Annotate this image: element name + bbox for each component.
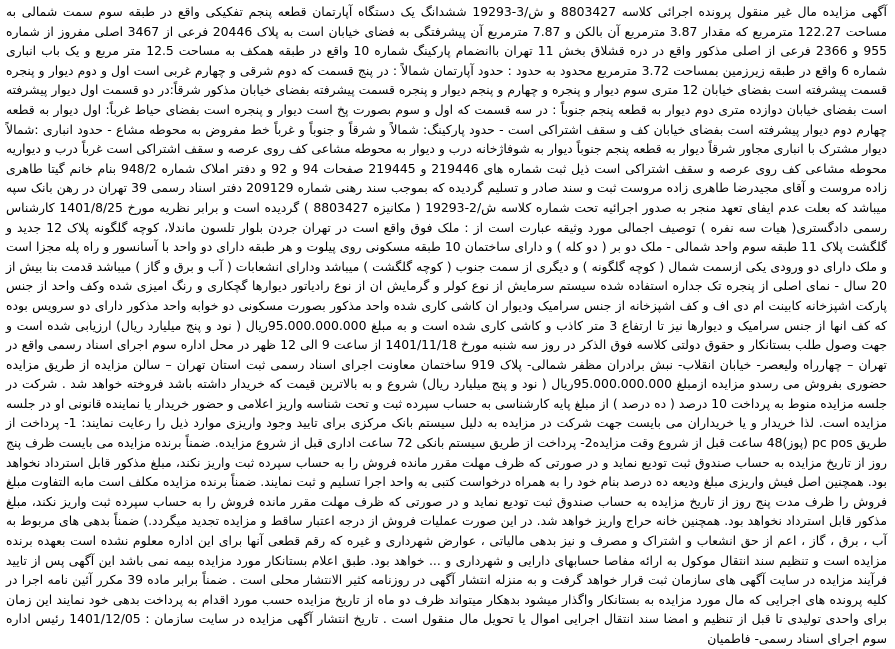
notice-body-text: آگهی مزایده مال غیر منقول پرونده اجرائی کلاسه 8803427 و ش/3-19293 ششدانگ یک دستگاه آپارتمان قطعه پنجم تفکیکی واقع در طبقه سوم سمت شمالی به مساحت 122.27 مترمربع که مقدار 3.87 مترمربع آن بالکن و 7.87 مترمربع آن پیشرفتگی به فضای خیابان است به پلاک 20446 فرعی از 3467 اصلی مفروز از شماره 955 و 2366 فرعی از اصلی مذکور واقع در دره قشلاق بخش 11 تهران باانضمام پارکینگ شماره 10 واقع در طبقه همکف به مساحت 12.5 متر مربع و یک باب انباری شماره 6 واقع در طبقه زیرزمین بمساحت 3.72 مترمربع محدود به حدود : حدود آپارتمان شمالاً : در پنج قسمت که دوم شرقی و چهارم غربی است اول و دوم دیوار و پنجره قسمت پیشرفته است بفضای خیابان 12 متری سوم دیوار و پنجره و چهارم و پنجم دیوار و پنجره قسمت پیشرفته بفضای خیابان مذکور شرقاً:در دو قسمت اول دیوار پیشرفته است بفضای خیابان دوازده متری دوم دیوار به قطعه پنجم جنوباً : در سه قسمت که اول و سوم بصورت پخ است دیوار و پنجره است بفضای حیاط غرباً: اول دیوار به قطعه چهارم دوم دیوار پیشرفته است بفضای خیابان کف و سقف اشتراکی است - حدود پارکینگ: شمالاً و شرقاً و جنوباً و غرباً خط مفروض به محوطه مشاع - حدود انباری :شمالاً دیوار مشترک با انباری مجاور شرقاً دیوار به قطعه پنجم جنوباً دیوار به شوفاژخانه درب و دیوار به محوطه مشاعی کف روی عرصه و سقف اشتراکی است غرباً درب و دیواریه محوطه مشاعی کف روی عرصه و سقف اشتراکی است ذیل ثبت شماره های 219446 و 219445 صفحات 94 و 92 و دفتر املاک شماره 948/2 بنام خانم گیتا طاهری زاده مروست و آقای مجیدرضا طاهری زاده مروست ثبت و سند صادر و تسلیم گردیده که بموجب سند رهنی شماره 209129 دفتر اسناد رسمی 39 تهران در رهن بانک سپه میباشد که بعلت عدم ایفای تعهد منجر به صدور اجرائیه تحت شماره کلاسه ش/2-19293 ( مکانیزه 8803427 ) گردیده است و برابر نظریه مورخ 1401/8/25 کارشناس رسمی دادگستری( هیات سه نفره ) توصیف اجمالی مورد وثیقه عبارت است از : ملک فوق واقع است در تهران جردن بلوار تلسون ماندلا، کوچه گلگونه پلاک 12 جدید و گلگشت پلاک 11 طبقه سوم واحد شمالی - ملک دو بر ( دو کله ) و دارای ساختمان 10 طبقه مسکونی روی پیلوت و هر طبقه دارای دو واحد با آسانسور و راه پله مجزا است و ملک دارای دو ورودی یکی ازسمت شمال ( کوچه گلگونه ) و دیگری از سمت جنوب ( کوچه گلگشت ) میباشد ودارای انشعابات ( آب و برق و گاز ) میباشد قدمت بنا بیش از 20 سال - نمای اصلی از پنجره تک جداره استفاده شده سیستم سرمایش از نوع کولر و گرمایش ان از نوع رادیاتور دیوارها گچکاری و رنگ امیزی شده وکف واحد از جنس پارکت اشپزخانه کابینت ام دی اف و کف اشپزخانه از جنس سرامیک ودیوار ان کاشی کاری شده واحد مذکور بصورت مسکونی دو خوابه واحد مذکور دارای دو سرویس بوده که کف انها از جنس سرامیک و دیوارها نیز تا ارتفاع 3 متر کاذب و کاشی کاری شده است و به مبلغ 95.000.000.000ریال ( نود و پنج میلیارد ریال) ارزیابی شده است و جهت وصول طلب بستانکار و حقوق دولتی کلاسه فوق الذکر در روز سه شنبه مورخ 1401/11/18 از ساعت 9 الی 12 ظهر در محل اداره سوم اجرای اسناد رسمی واقع در تهران – چهارراه ولیعصر- خیابان انقلاب- نبش برادران مظفر شمالی- پلاک 919 ساختمان معاونت اجرای اسناد رسمی ثبت استان تهران – سالن مزایده از طریق مزایده حضوری بفروش می رسدو مزایده ازمبلغ 95.000.000.000ریال ( نود و پنج میلیارد ریال) شروع و به بالاترین قیمت که خریدار داشته باشد فروخته خواهد شد . شرکت در جلسه مزایده منوط به پرداخت 10 درصد ( ده درصد ) از مبلغ پایه کارشناسی به حساب سپرده ثبت و تحت شناسه واریز اعلامی و حضور خریدار یا نماینده قانونی او در جلسه مزایده است. لذا خریدار و یا خریداران می بایست جهت شرکت در مزایده به دلیل سیستم بانک مرکزی برای تایید وجود واریزی موارد ذیل را رعایت نمایند: 1- پرداخت از طریق pc pos (پوز)48 ساعت قبل از شروع وقت مزایده2- پرداخت از طریق سیستم بانکی 72 ساعت اداری قبل از شروع مزایده. ضمناً برنده مزایده می بایست ظرف پنج روز از تاریخ مزایده به حساب صندوق ثبت تودیع نماید و در صورتی که ظرف مهلت مقرر مانده فروش را به حساب سپرده ثبت واریز نکند، مبلغ مذکور قابل استرداد نخواهد بود. همچنین اصل فیش واریزی مبلغ ودیعه ده درصد بنام خود را به همراه درخواست کتبی به واحد اجرا تسلیم و ثبت نمایند. ضمناً برنده مزایده مکلف است مابه التفاوت مبلغ فروش را ظرف مدت پنج روز از تاریخ مزایده به حساب صندوق ثبت تودیع نماید و در صورتی که ظرف مهلت مقرر مانده فروش را به حساب سپرده ثبت واریز نکند، مبلغ مذکور قابل استرداد نخواهد بود. همچنین خانه حراج واریز خواهد شد. در این صورت عملیات فروش از درجه اعتبار ساقط و مزایده تجدید میگردد.) ضمناً بدهی های مربوط به آب ، برق ، گاز ، اعم از حق انشعاب و اشتراک و مصرف و نیز بدهی مالیاتی ، عوارض شهرداری و غیره که رقم قطعی آنها برای این اداره معلوم نشده است بعهده برنده مزایده است و تنظیم سند انتقال موکول به ارائه مفاصا حسابهای دارایی و شهرداری و ... خواهد بود. طبق اعلام بستانکار مورد مزایده بیمه نمی باشد این آگهی پس از تایید فرآیند مزایده در سایت آگهی های سازمان ثبت قرار خواهد گرفت و به منزله انتشار آگهی در روزنامه کثیر الانتشار محلی است . ضمناً برابر ماده 39 مکرر آئین نامه اجرا در کلیه پرونده های اجرایی که مال مورد مزایده به بستانکار واگذار میشود بدهکار میتواند ظرف دو ماه از تاریخ مزایده حسب مورد اقدام به پرداخت بدهی خود نمایند این زمان برای واحدی تولیدی تا قبل از تنظیم و امضا سند انتقال اجرایی اموال یا تحویل مال منقول است . تاریخ انتشار آگهی مزایده در سایت سازمان : 1401/12/05 رئیس اداره سوم اجرای اسناد رسمی- فاطمیان <box>6 4 888 646</box>
